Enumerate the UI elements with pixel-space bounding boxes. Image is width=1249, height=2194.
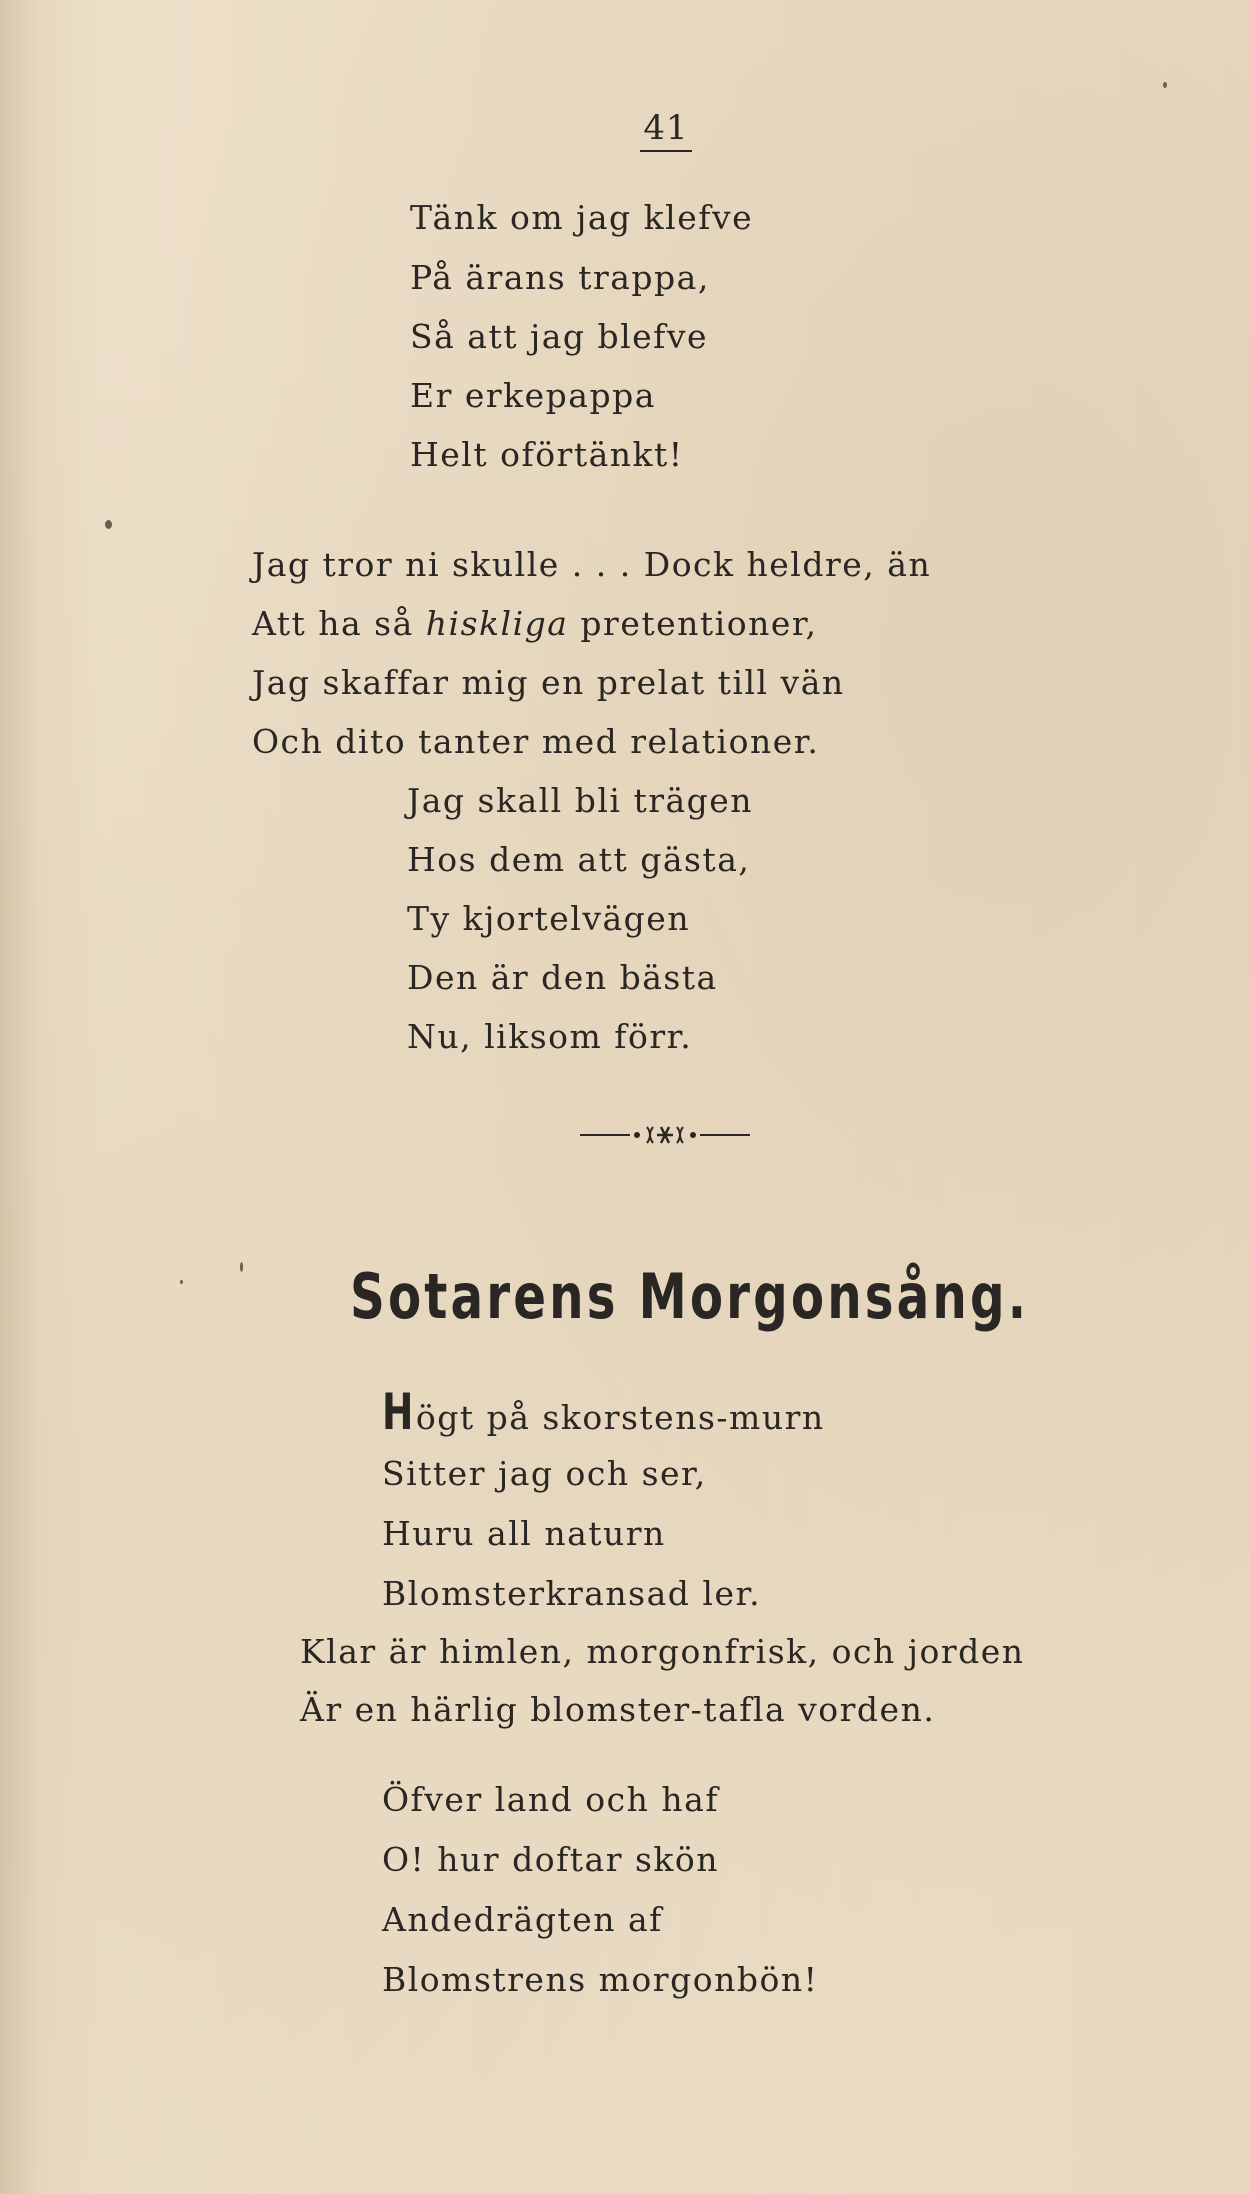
verse2-line4: Blomstrens morgonbön! (382, 1960, 819, 1999)
stanza2-line2-pre: Att ha så (252, 604, 426, 643)
stanza2-line4: Och dito tanter med relationer. (252, 722, 820, 761)
verse1-line3: Huru all naturn (382, 1514, 666, 1553)
stanza1-line1: Tänk om jag klefve (410, 198, 754, 237)
ornament-divider (575, 1115, 755, 1155)
verse2-line1: Öfver land och haf (382, 1780, 720, 1819)
stanza2-line1: Jag tror ni skulle . . . Dock heldre, än (252, 545, 932, 584)
paper-speck (105, 520, 112, 529)
stanza3-line5: Nu, liksom förr. (407, 1017, 693, 1056)
paper-speck (240, 1262, 243, 1272)
drop-cap: H (382, 1383, 414, 1441)
stanza1-line4: Er erkepappa (410, 376, 656, 415)
verse1-line5: Klar är himlen, morgonfrisk, och jorden (300, 1632, 1025, 1671)
stanza3-line3: Ty kjortelvägen (407, 899, 691, 938)
verse2-line2: O! hur doftar skön (382, 1840, 720, 1879)
verse1-line2: Sitter jag och ser, (382, 1454, 707, 1493)
paper-speck (180, 1280, 183, 1284)
emphasized-word: hiskliga (425, 604, 569, 643)
paper-speck (1163, 82, 1167, 88)
stanza2-line2-post: pretentioner, (568, 604, 818, 643)
poem-title: Sotarens Morgonsång. (350, 1260, 1030, 1333)
page-gutter-shadow (0, 0, 40, 2194)
stanza2-line3: Jag skaffar mig en prelat till vän (252, 663, 845, 702)
verse1-line1 (382, 1383, 825, 1441)
page-number: 41 (640, 108, 692, 152)
stanza3-line1: Jag skall bli trägen (407, 781, 754, 820)
verse1-line1-rest: ögt på skorstens-murn (415, 1398, 825, 1437)
verse2-line3: Andedrägten af (382, 1900, 663, 1939)
stanza3-line2: Hos dem att gästa, (407, 840, 751, 879)
stanza2-line2 (252, 604, 818, 644)
verse1-line6: Är en härlig blomster-tafla vorden. (300, 1690, 936, 1729)
stanza1-line3: Så att jag blefve (410, 317, 709, 356)
stanza1-line2: På ärans trappa, (410, 258, 710, 297)
stanza1-line5: Helt oförtänkt! (410, 435, 684, 474)
stanza3-line4: Den är den bästa (407, 958, 718, 997)
verse1-line4: Blomsterkransad ler. (382, 1574, 762, 1613)
